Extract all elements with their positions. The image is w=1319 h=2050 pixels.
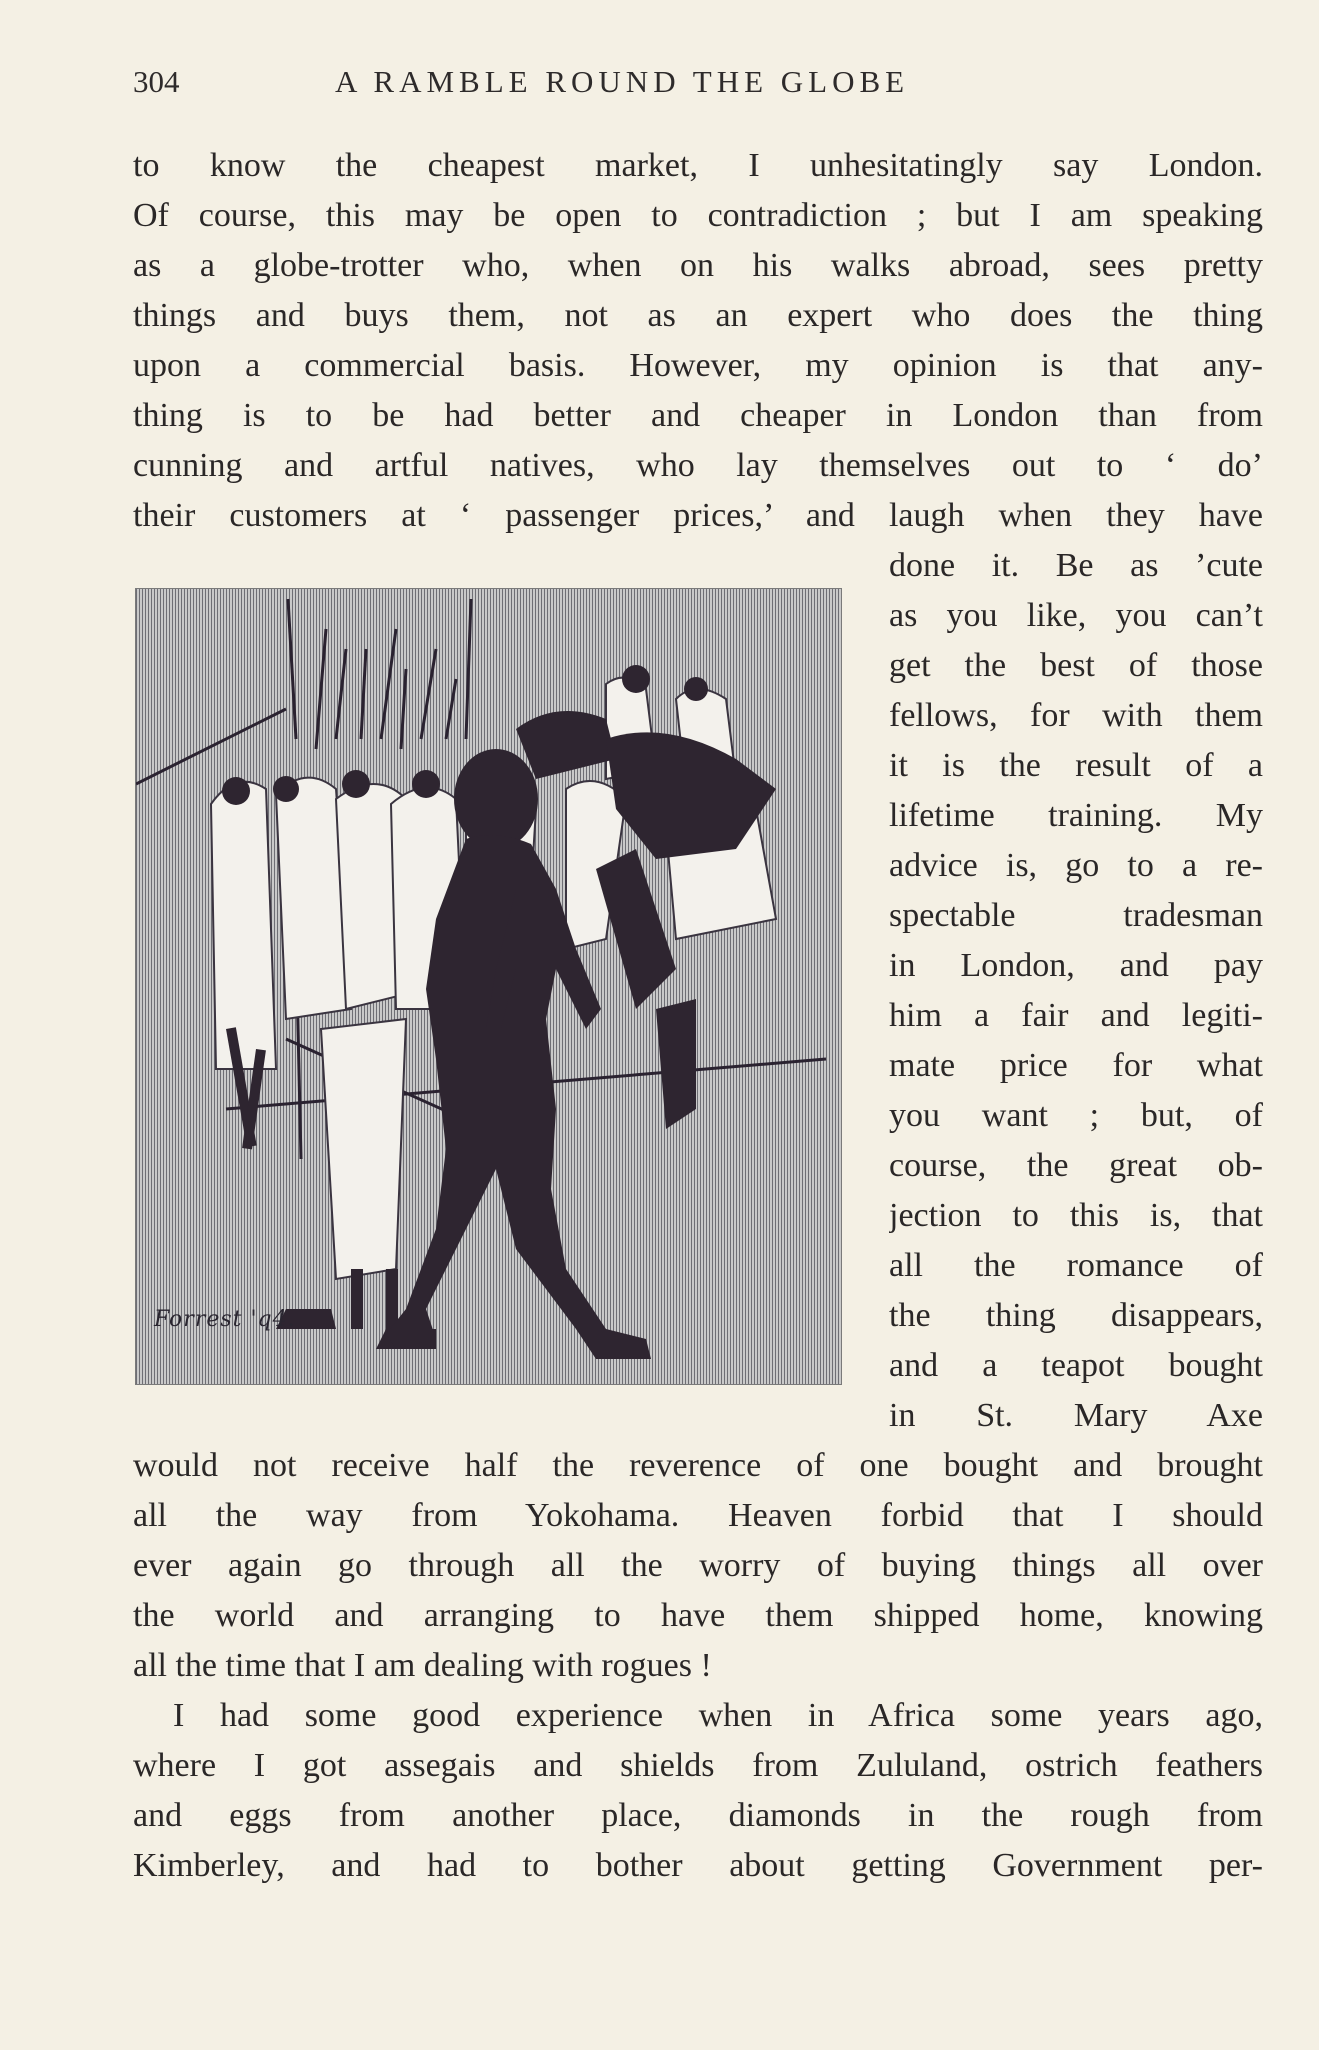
text-line: it is the result of a	[889, 747, 1263, 784]
text-line: him a fair and legiti-	[889, 997, 1263, 1034]
text-line: upon a commercial basis. However, my opinion is that any-	[133, 347, 1263, 384]
text-line: and eggs from another place, diamonds in the rough from	[133, 1797, 1263, 1834]
text-line: the thing disappears,	[889, 1297, 1263, 1334]
text-line: get the best of those	[889, 647, 1263, 684]
text-line: done it. Be as ’cute	[889, 547, 1263, 584]
text-line: and a teapot bought	[889, 1347, 1263, 1384]
paragraph-bottom	[133, 1441, 1263, 1891]
text-line: spectable tradesman	[889, 897, 1263, 934]
text-line: fellows, for with them	[889, 697, 1263, 734]
text-line: Kimberley, and had to bother about getting Government per-	[133, 1847, 1263, 1884]
text-line: advice is, go to a re-	[889, 847, 1263, 884]
text-line: all the way from Yokohama. Heaven forbid that I should	[133, 1497, 1263, 1534]
page-number: 304	[133, 64, 180, 99]
text-line: course, the great ob-	[889, 1147, 1263, 1184]
text-line: you want ; but, of	[889, 1097, 1263, 1134]
text-line: would not receive half the reverence of one bought and brought	[133, 1447, 1263, 1484]
text-line: in St. Mary Axe	[889, 1397, 1263, 1434]
text-line: cunning and artful natives, who lay themselves out to ‘ do’	[133, 447, 1263, 484]
book-title: A RAMBLE ROUND THE GLOBE	[335, 64, 910, 99]
text-line: lifetime training. My	[889, 797, 1263, 834]
paragraph-wrap	[889, 541, 1263, 1441]
illustration-procession	[135, 588, 842, 1385]
text-line: as you like, you can’t	[889, 597, 1263, 634]
text-line: Of course, this may be open to contradiction ; but I am speaking	[133, 197, 1263, 234]
text-line: thing is to be had better and cheaper in London than from	[133, 397, 1263, 434]
text-line: things and buys them, not as an expert who does the thing	[133, 297, 1263, 334]
text-line: all the romance of	[889, 1247, 1263, 1284]
paragraph-top	[133, 141, 1263, 541]
text-line: in London, and pay	[889, 947, 1263, 984]
text-line: I had some good experience when in Africa some years ago,	[173, 1697, 1263, 1734]
text-line: where I got assegais and shields from Zululand, ostrich feathers	[133, 1747, 1263, 1784]
illustration-drawing	[136, 589, 841, 1384]
text-line: mate price for what	[889, 1047, 1263, 1084]
text-line: all the time that I am dealing with rogues !	[133, 1647, 712, 1684]
text-line: the world and arranging to have them shipped home, knowing	[133, 1597, 1263, 1634]
running-head	[133, 64, 1263, 108]
illustration-signature: Forrest 'q4.	[154, 1307, 296, 1332]
text-line: jection to this is, that	[889, 1197, 1263, 1234]
text-line: to know the cheapest market, I unhesitatingly say London.	[133, 147, 1263, 184]
text-line: ever again go through all the worry of buying things all over	[133, 1547, 1263, 1584]
text-line: their customers at ‘ passenger prices,’ and laugh when they have	[133, 497, 1263, 534]
text-line: as a globe-trotter who, when on his walks abroad, sees pretty	[133, 247, 1263, 284]
